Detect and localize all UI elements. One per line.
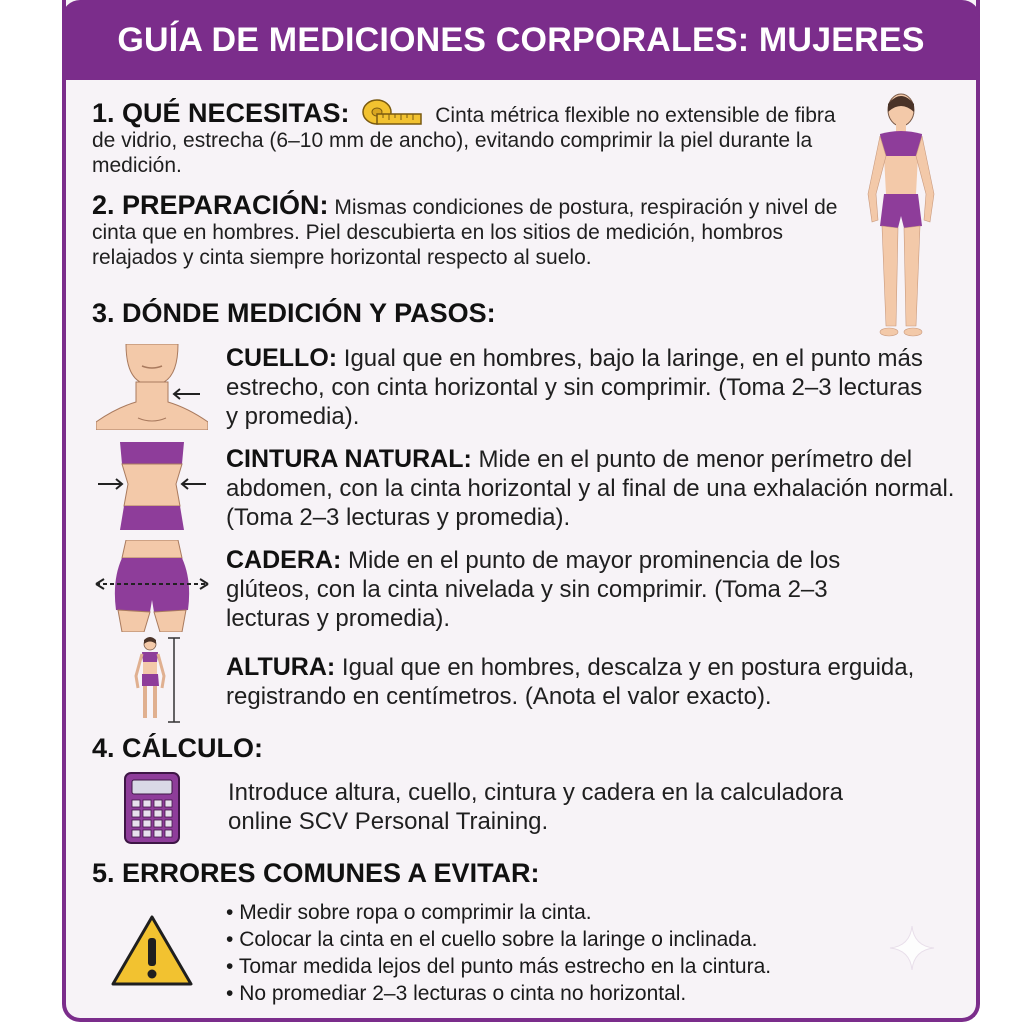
woman-figure-icon	[858, 90, 944, 342]
calculator-icon	[124, 772, 180, 844]
height-icon	[130, 636, 186, 724]
header-bar	[62, 0, 980, 80]
where-heading: 3. DÓNDE MEDICIÓN Y PASOS:	[92, 298, 496, 328]
section-needs	[92, 94, 852, 178]
item-neck	[226, 344, 926, 431]
needs-heading: 1. QUÉ NECESITAS:	[92, 98, 350, 128]
item-hip	[226, 546, 916, 633]
height-label: ALTURA:	[226, 653, 336, 681]
list-item: • No promediar 2–3 lecturas o cinta no horizontal.	[226, 980, 926, 1007]
list-item: • Medir sobre ropa o comprimir la cinta.	[226, 899, 926, 926]
list-item: • Tomar medida lejos del punto más estrecho en la cintura.	[226, 953, 926, 980]
neck-icon	[96, 344, 208, 430]
calc-heading: 4. CÁLCULO:	[92, 733, 263, 763]
item-height	[226, 653, 966, 711]
section-prep	[92, 190, 862, 270]
measuring-tape-icon	[359, 94, 425, 128]
waist-text: Mide en el punto de menor perímetro del abdomen, con la cinta horizontal y al final de una exhalación normal. (Toma 2–3 lecturas y promedia).	[226, 446, 955, 531]
neck-text: Igual que en hombres, bajo la laringe, en el punto más estrecho, con cinta horizontal y sin comprimir. (Toma 2–3 lecturas y promedia).	[226, 345, 923, 430]
hip-text: Mide en el punto de mayor prominencia de los glúteos, con la cinta nivelada y sin comprimir. (Toma 2–3 lecturas y promedia).	[226, 547, 841, 632]
prep-heading: 2. PREPARACIÓN:	[92, 190, 329, 220]
height-text: Igual que en hombres, descalza y en postura erguida, registrando en centímetros. (Anota el valor exacto).	[226, 654, 915, 710]
hip-icon	[92, 540, 212, 632]
waist-icon	[96, 440, 208, 530]
prep-text: Mismas condiciones de postura, respiración y nivel de cinta que en hombres. Piel descubierta en los sitios de medición, hombros relajados y cinta siempre horizontal respecto al suelo.	[92, 196, 838, 269]
list-item: • Colocar la cinta en el cuello sobre la laringe o inclinada.	[226, 926, 926, 953]
calc-text: Introduce altura, cuello, cintura y cadera en la calculadora online SCV Personal Training.	[228, 779, 844, 835]
page-title: GUÍA DE MEDICIONES CORPORALES: MUJERES	[117, 20, 925, 59]
sparkle-icon	[888, 924, 936, 972]
item-waist	[226, 445, 956, 532]
needs-text: Cinta métrica flexible no extensible de fibra de vidrio, estrecha (6–10 mm de ancho), evitando comprimir la piel durante la medición.	[92, 104, 836, 177]
warning-icon	[110, 914, 194, 988]
waist-label: CINTURA NATURAL:	[226, 445, 472, 473]
hip-label: CADERA:	[226, 546, 342, 574]
errors-heading: 5. ERRORES COMUNES A EVITAR:	[92, 858, 540, 888]
neck-label: CUELLO:	[226, 344, 338, 372]
errors-list	[226, 899, 926, 1007]
